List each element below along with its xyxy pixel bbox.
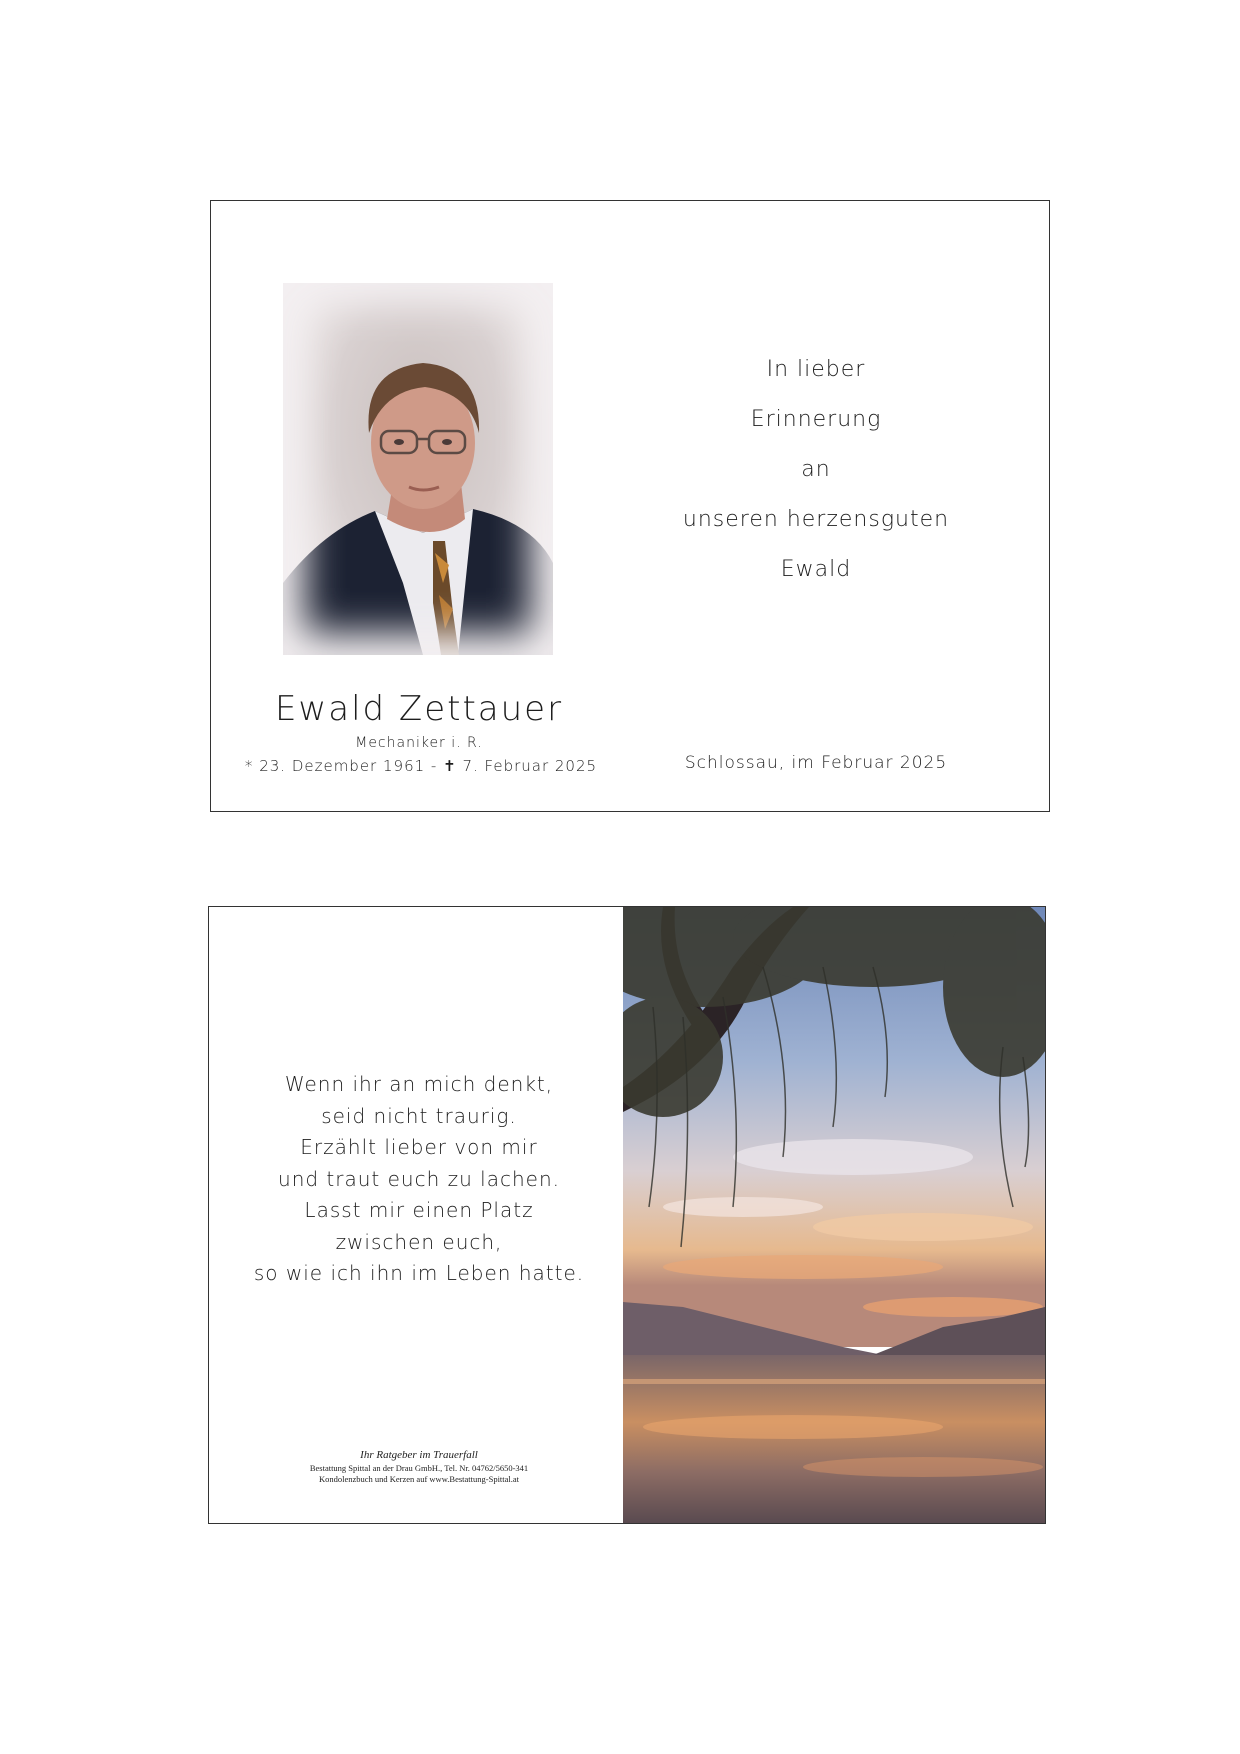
poem-line: Wenn ihr an mich denkt, xyxy=(284,1072,554,1096)
portrait-photo xyxy=(283,283,553,655)
poem-line: Lasst mir einen Platz xyxy=(304,1198,534,1222)
poem-line: zwischen euch, xyxy=(335,1229,503,1254)
poem-line: so wie ich ihn im Leben hatte. xyxy=(253,1261,585,1285)
sunset-lake-illustration xyxy=(623,907,1045,1523)
imprint-tagline: Ihr Ratgeber im Trauerfall xyxy=(360,1449,478,1461)
portrait-figure xyxy=(283,283,553,655)
imprint-website: Kondolenzbuch und Kerzen auf www.Bestattung-Spittal.at xyxy=(318,1474,520,1484)
imprint-contact: Bestattung Spittal an der Drau GmbH., Tel. Nr. 04762/5650-341 xyxy=(309,1463,529,1473)
memorial-line: Erinnerung xyxy=(750,407,882,432)
memorial-line: Ewald xyxy=(780,557,852,582)
memorial-line: an xyxy=(801,457,831,482)
poem-line: Erzählt lieber von mir xyxy=(300,1135,538,1159)
life-dates: * 23. Dezember 1961 - ✝ 7. Februar 2025 xyxy=(244,757,598,775)
memorial-line: unseren herzensguten xyxy=(682,507,950,532)
funeral-home-imprint xyxy=(249,1449,589,1485)
memorial-line: In lieber xyxy=(766,357,866,382)
poem xyxy=(229,1069,609,1290)
sunset-lake-photo xyxy=(623,907,1045,1523)
memorial-text xyxy=(651,345,981,595)
poem-line: seid nicht traurig. xyxy=(321,1103,517,1128)
poem-line: und traut euch zu lachen. xyxy=(278,1166,560,1191)
obituary-card-back xyxy=(208,906,1046,1524)
place-and-date: Schlossau, im Februar 2025 xyxy=(684,753,948,773)
occupation: Mechaniker i. R. xyxy=(355,735,483,751)
deceased-name: Ewald Zettauer xyxy=(274,689,564,729)
obituary-card-front xyxy=(210,200,1050,812)
